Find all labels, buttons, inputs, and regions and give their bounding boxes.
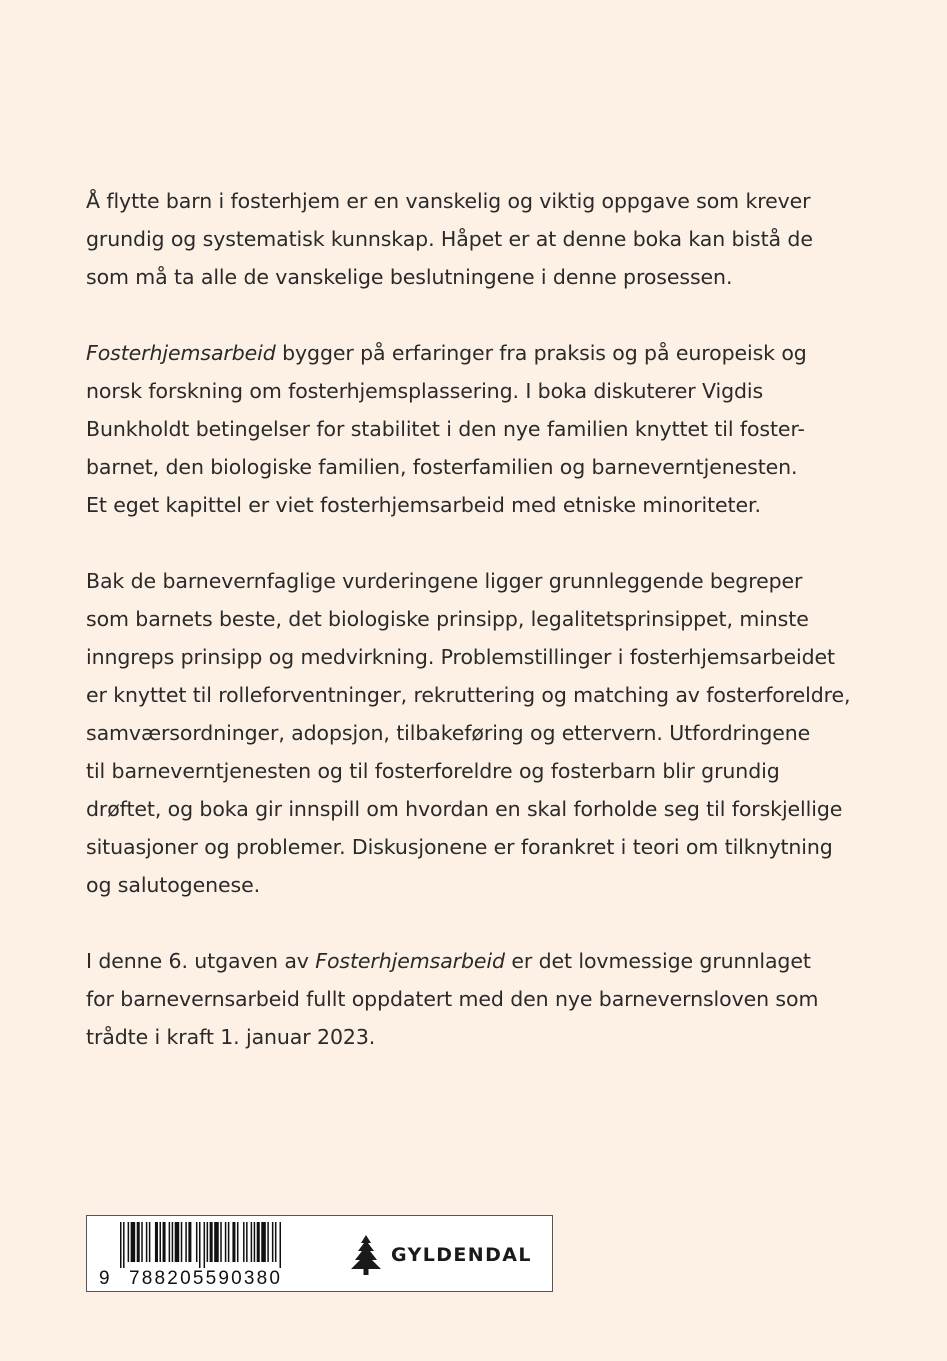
text-fragment: er det lovmessige grunnlaget [504, 949, 811, 973]
text-line: Bak de barnevernfaglige vurderingene ligger grunnleggende begreper [86, 569, 803, 593]
book-title: Fosterhjemsarbeid [86, 341, 276, 365]
text-line: drøftet, og boka gir innspill om hvordan en skal forholde seg til forskjellige [86, 797, 843, 821]
barcode-bar [128, 1222, 130, 1262]
barcode-bar [246, 1222, 248, 1262]
barcode-bar [220, 1222, 222, 1262]
text-line: og salutogenese. [86, 873, 261, 897]
barcode-bar [214, 1222, 219, 1262]
barcode-bar [272, 1222, 274, 1262]
barcode-bar [275, 1222, 277, 1262]
barcode-bar [267, 1222, 269, 1262]
barcode-bar [225, 1222, 227, 1262]
isbn-barcode-box [86, 1215, 553, 1292]
barcode-bars [120, 1222, 310, 1268]
back-cover-blurb [86, 182, 886, 1094]
text-line: Å flytte barn i fosterhjem er en vanskelig og viktig oppgave som krever [86, 189, 811, 213]
barcode-bar [163, 1222, 166, 1262]
text-line: samværsordninger, adopsjon, tilbakeføring og ettervern. Utfordringene [86, 721, 811, 745]
publisher-logo [349, 1234, 532, 1276]
blurb-paragraph-2 [86, 334, 886, 524]
barcode-bar [181, 1222, 183, 1262]
barcode-bar [251, 1222, 253, 1262]
publisher-name: GYLDENDAL [391, 1244, 532, 1266]
barcode-bar [155, 1222, 158, 1262]
text-line: norsk forskning om fosterhjemsplassering. I boka diskuterer Vigdis [86, 379, 764, 403]
text-line: inngreps prinsipp og medvirkning. Problemstillinger i fosterhjemsarbeidet [86, 645, 835, 669]
text-line: som må ta alle de vanskelige beslutningene i denne prosessen. [86, 265, 733, 289]
barcode-bar [257, 1222, 260, 1262]
barcode-bar [137, 1222, 140, 1262]
barcode-bar [207, 1222, 209, 1262]
blurb-paragraph-4 [86, 942, 886, 1056]
barcode-bar [199, 1222, 201, 1268]
barcode-bar [261, 1222, 266, 1262]
barcode-bar [243, 1222, 245, 1262]
blurb-paragraph-1 [86, 182, 886, 296]
text-line: Bunkholdt betingelser for stabilitet i den nye familien knyttet til foster- [86, 417, 805, 441]
text-line: Et eget kapittel er viet fosterhjemsarbeid med etniske minoriteter. [86, 493, 761, 517]
barcode-bar [131, 1222, 136, 1262]
book-title: Fosterhjemsarbeid [315, 949, 505, 973]
text-line: til barneverntjenesten og til fosterforeldre og fosterbarn blir grundig [86, 759, 780, 783]
barcode-bar [280, 1222, 282, 1268]
barcode-bar [196, 1222, 198, 1262]
text-line: grundig og systematisk kunnskap. Håpet er at denne boka kan bistå de [86, 227, 813, 251]
barcode-bar [254, 1222, 256, 1262]
text-fragment: bygger på erfaringer fra praksis og på europeisk og [275, 341, 807, 365]
barcode-bar [120, 1222, 122, 1268]
barcode-bar [123, 1222, 125, 1268]
barcode-bar [204, 1222, 206, 1268]
barcode-bar [149, 1222, 151, 1262]
barcode-bar [172, 1222, 174, 1262]
barcode-bar [146, 1222, 148, 1262]
barcode-bar [237, 1222, 239, 1262]
barcode-bar [185, 1222, 187, 1262]
barcode-bar [159, 1222, 161, 1262]
text-line [86, 334, 886, 372]
barcode-bar [210, 1222, 213, 1262]
text-line: trådte i kraft 1. januar 2023. [86, 1025, 376, 1049]
text-line: som barnets beste, det biologiske prinsipp, legalitetsprinsippet, minste [86, 607, 809, 631]
text-fragment: I denne 6. utgaven av [86, 949, 316, 973]
blurb-paragraph-3 [86, 562, 886, 904]
barcode-bar [232, 1222, 235, 1262]
barcode-bar [175, 1222, 180, 1262]
barcode-bar [169, 1222, 171, 1262]
tree-icon [349, 1234, 383, 1276]
text-line: er knyttet til rolleforventninger, rekruttering og matching av fosterforeldre, [86, 683, 851, 707]
barcode-bar [141, 1222, 143, 1262]
text-line: barnet, den biologiske familien, fosterfamilien og barneverntjenesten. [86, 455, 798, 479]
text-line: for barnevernsarbeid fullt oppdatert med den nye barnevernsloven som [86, 987, 819, 1011]
isbn-prefix-digit: 9 [99, 1268, 110, 1289]
isbn-digits: 788205590380 [129, 1268, 283, 1289]
barcode-bar [188, 1222, 191, 1262]
text-line: situasjoner og problemer. Diskusjonene er forankret i teori om tilknytning [86, 835, 833, 859]
barcode-bar [228, 1222, 230, 1262]
text-line [86, 942, 886, 980]
